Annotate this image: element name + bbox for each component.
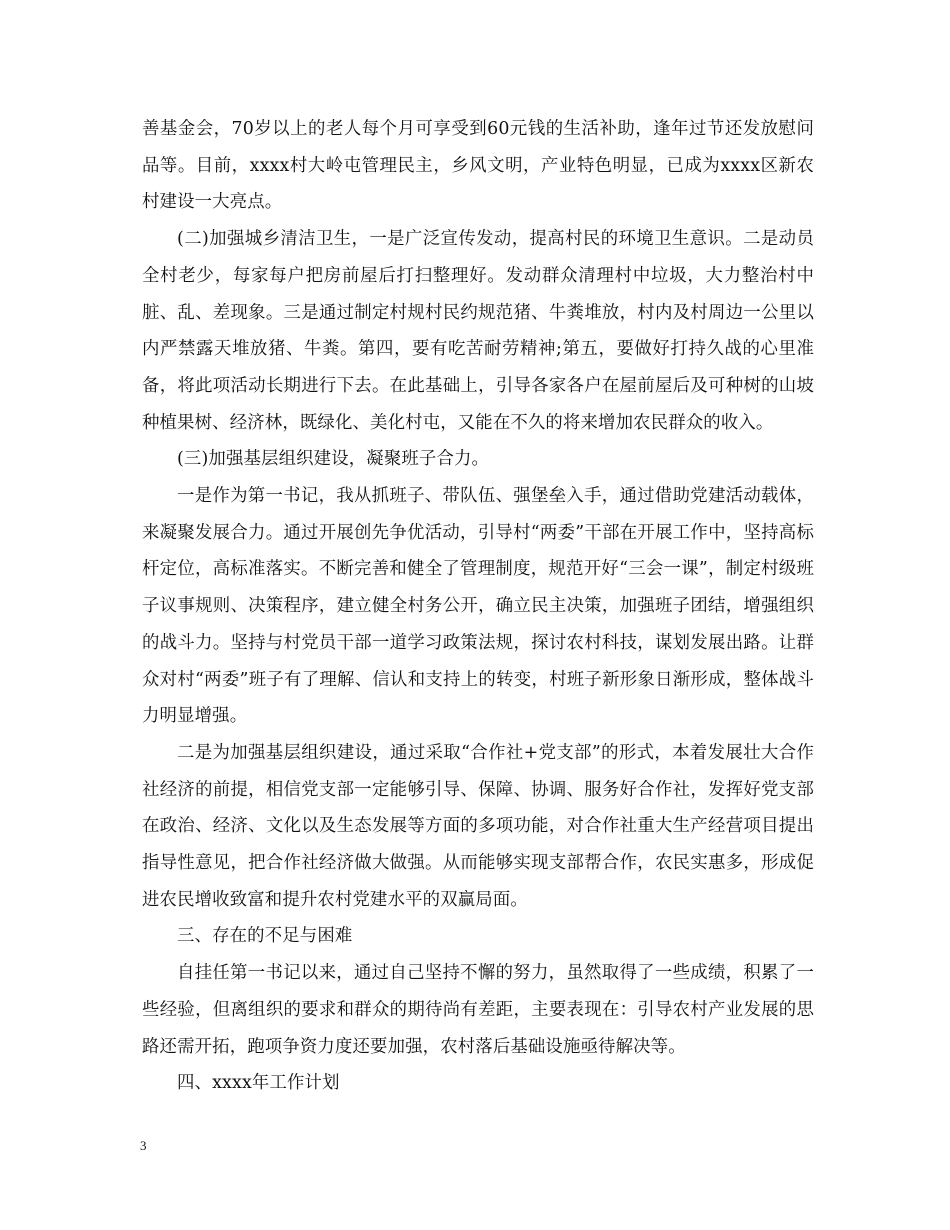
page-number: 3: [140, 1138, 147, 1153]
heading-work-plan: 四、xxxx年工作计划: [177, 1073, 340, 1094]
paragraph-sanitation: (二)加强城乡清洁卫生，一是广泛宣传发动，提高村民的环境卫生意识。二是动员全村老少，每家每户把房前屋后打扫整理好。发动群众清理村中垃圾，大力整治村中脏、乱、差现象。三是通过制定村规村民约规范猪、牛粪堆放，村内及村周边一公里以内严禁露天堆放猪、牛粪。第四，要有吃苦耐劳精神;第五，要做好打持久战的心里准备，将此项活动长期进行下去。在此基础上，引导各家各户在屋前屋后及可种树的山坡种植果树、经济林，既绿化、美化村屯，又能在不久的将来增加农民群众的收入。: [142, 229, 814, 433]
paragraph-continued-relief: 善基金会，70岁以上的老人每个月可享受到60元钱的生活补助，逢年过节还发放慰问品等。目前，xxxx村大岭屯管理民主，乡风文明，产业特色明显，已成为xxxx区新农村建设一大亮点。: [142, 119, 814, 213]
heading-grassroots-organization: (三)加强基层组织建设，凝聚班子合力。: [177, 449, 490, 470]
paragraph-cooperative-party-branch: 二是为加强基层组织建设，通过采取“合作社+党支部”的形式，本着发展壮大合作社经济的前提，相信党支部一定能够引导、保障、协调、服务好合作社，发挥好党支部在政治、经济、文化以及生态发展等方面的多项功能，对合作社重大生产经营项目提出指导性意见，把合作社经济做大做强。从而能够实现支部帮合作，农民实惠多，形成促进农民增收致富和提升农村党建水平的双赢局面。: [142, 742, 814, 910]
paragraph-shortcomings: 自挂任第一书记以来，通过自己坚持不懈的努力，虽然取得了一些成绩，积累了一些经验，但离组织的要求和群众的期待尚有差距，主要表现在：引导农村产业发展的思路还需开拓，跑项争资力度还要加强，农村落后基础设施亟待解决等。: [142, 963, 814, 1057]
paragraph-first-secretary: 一是作为第一书记，我从抓班子、带队伍、强堡垒入手，通过借助党建活动载体，来凝聚发展合力。通过开展创先争优活动，引导村“两委”干部在开展工作中，坚持高标杆定位，高标准落实。不断完善和健全了管理制度，规范开好“三会一课”，制定村级班子议事规则、决策程序，建立健全村务公开，确立民主决策，加强班子团结，增强组织的战斗力。坚持与村党员干部一道学习政策法规，探讨农村科技，谋划发展出路。让群众对村“两委”班子有了理解、信认和支持上的转变，村班子新形象日渐形成，整体战斗力明显增强。: [142, 486, 814, 727]
heading-shortcomings: 三、存在的不足与困难: [177, 926, 353, 947]
document-body: [142, 111, 814, 1102]
